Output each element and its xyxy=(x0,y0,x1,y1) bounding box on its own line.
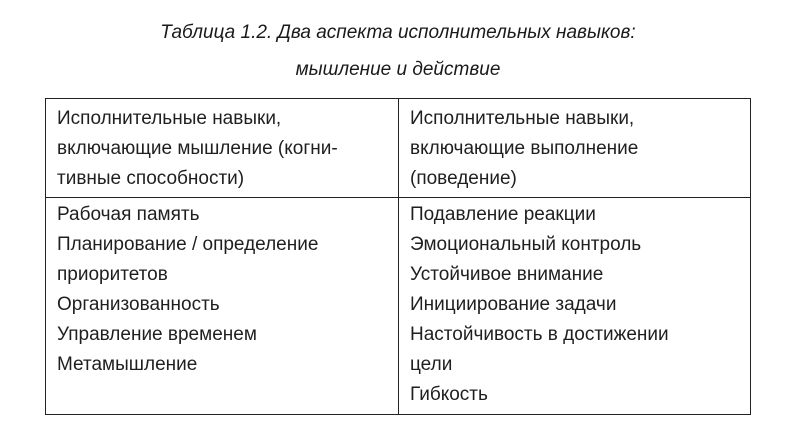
list-item: Управление временем xyxy=(57,324,257,345)
list-item: Эмоциональный контроль xyxy=(410,234,642,255)
list-item: Гибкость xyxy=(410,384,488,405)
list-item: Инициирование задачи xyxy=(410,294,617,315)
body-cell-thinking-skills xyxy=(46,198,399,415)
skills-table xyxy=(45,98,751,415)
table-caption-line-2: мышление и действие xyxy=(295,59,501,80)
list-item: Метамышление xyxy=(57,354,198,375)
list-item: Организованность xyxy=(57,294,220,315)
header-cell-thinking xyxy=(46,99,399,198)
table-header-row xyxy=(46,99,751,198)
header-left-line: включающие мышление (когни- xyxy=(57,138,338,159)
list-item: Планирование / определение xyxy=(57,234,319,255)
table-body-row xyxy=(46,198,751,415)
list-item: Устойчивое внимание xyxy=(410,264,604,285)
list-item: цели xyxy=(410,354,453,375)
list-item: Настойчивость в достижении xyxy=(410,324,669,345)
header-left-line: Исполнительные навыки, xyxy=(57,108,282,129)
list-item: Подавление реакции xyxy=(410,204,596,225)
header-left-line: тивные способности) xyxy=(57,168,245,189)
body-cell-doing-skills xyxy=(399,198,751,415)
list-item: приоритетов xyxy=(57,264,168,285)
list-item: Рабочая память xyxy=(57,204,200,225)
header-right-line: (поведение) xyxy=(410,168,517,189)
header-right-line: включающие выполнение xyxy=(410,138,639,159)
table-caption-line-1: Таблица 1.2. Два аспекта исполнительных навыков: xyxy=(160,22,636,43)
header-right-line: Исполнительные навыки, xyxy=(410,108,635,129)
header-cell-doing xyxy=(399,99,751,198)
